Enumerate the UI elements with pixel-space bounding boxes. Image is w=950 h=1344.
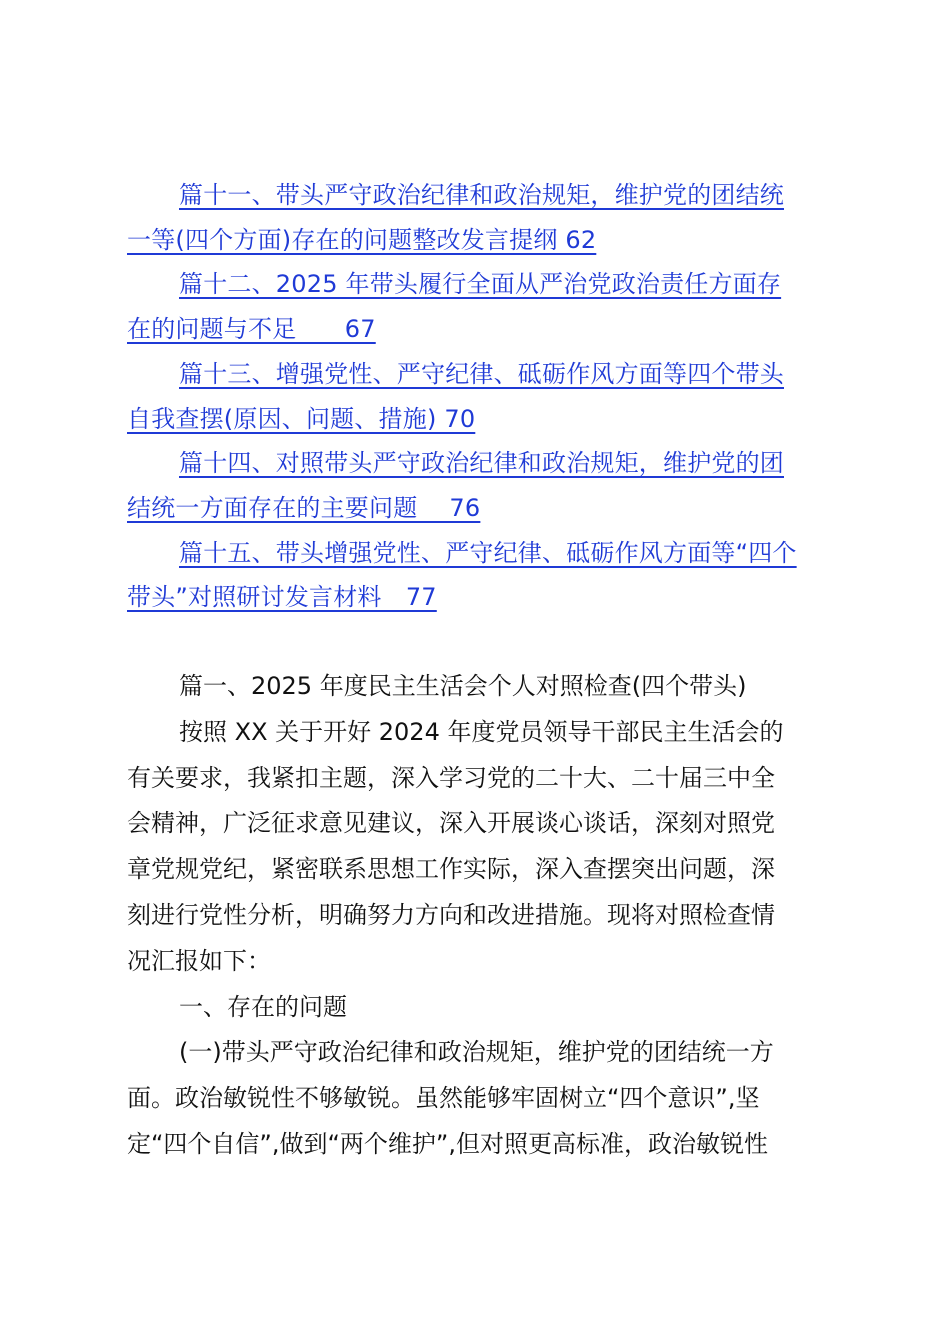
toc-entry-14[interactable] — [127, 441, 832, 530]
document-body — [127, 664, 832, 1168]
intro-paragraph-line: 按照 XX 关于开好 2024 年度党员领导干部民主生活会的 — [179, 717, 784, 746]
toc-entry-line[interactable]: 在的问题与不足 67 — [127, 315, 376, 344]
toc-entry-line[interactable]: 篇十三、增强党性、严守纪律、砥砺作风方面等四个带头 — [179, 359, 784, 388]
toc-entry-line[interactable]: 自我查摆(原因、问题、措施) 70 — [127, 404, 476, 433]
intro-paragraph-line: 有关要求，我紧扣主题，深入学习党的二十大、二十届三中全 — [127, 763, 775, 792]
subsection-paragraph-line: 定“四个自信”,做到“两个维护”,但对照更高标准，政治敏锐性 — [127, 1129, 768, 1158]
toc-entry-12[interactable] — [127, 262, 832, 351]
section-heading: 一、存在的问题 — [179, 992, 347, 1021]
intro-paragraph-line: 会精神，广泛征求意见建议，深入开展谈心谈话，深刻对照党 — [127, 809, 775, 838]
subsection-paragraph-line: (一)带头严守政治纪律和政治规矩，维护党的团结统一方 — [179, 1038, 774, 1067]
table-of-contents — [127, 173, 832, 620]
toc-entry-line[interactable]: 带头”对照研讨发言材料 77 — [127, 583, 437, 612]
intro-paragraph-line: 况汇报如下： — [127, 946, 271, 975]
article-title: 篇一、2025 年度民主生活会个人对照检查(四个带头) — [179, 672, 747, 700]
toc-entry-line[interactable]: 篇十四、对照带头严守政治纪律和政治规矩，维护党的团 — [179, 449, 784, 478]
toc-entry-line[interactable]: 篇十二、2025 年带头履行全面从严治党政治责任方面存 — [179, 270, 782, 299]
toc-entry-15[interactable] — [127, 531, 832, 620]
toc-entry-line[interactable]: 结统一方面存在的主要问题 76 — [127, 493, 481, 522]
subsection-paragraph-line: 面。政治敏锐性不够敏锐。虽然能够牢固树立“四个意识”,坚 — [127, 1084, 760, 1113]
toc-entry-11[interactable] — [127, 173, 832, 262]
toc-entry-line[interactable]: 篇十一、带头严守政治纪律和政治规矩，维护党的团结统 — [179, 181, 784, 209]
toc-entry-line[interactable]: 篇十五、带头增强党性、严守纪律、砥砺作风方面等“四个 — [179, 538, 797, 567]
intro-paragraph-line: 刻进行党性分析，明确努力方向和改进措施。现将对照检查情 — [127, 900, 775, 929]
toc-entry-line[interactable]: 一等(四个方面)存在的问题整改发言提纲 62 — [127, 225, 597, 254]
intro-paragraph-line: 章党规党纪，紧密联系思想工作实际，深入查摆突出问题，深 — [127, 855, 775, 884]
toc-entry-13[interactable] — [127, 352, 832, 441]
